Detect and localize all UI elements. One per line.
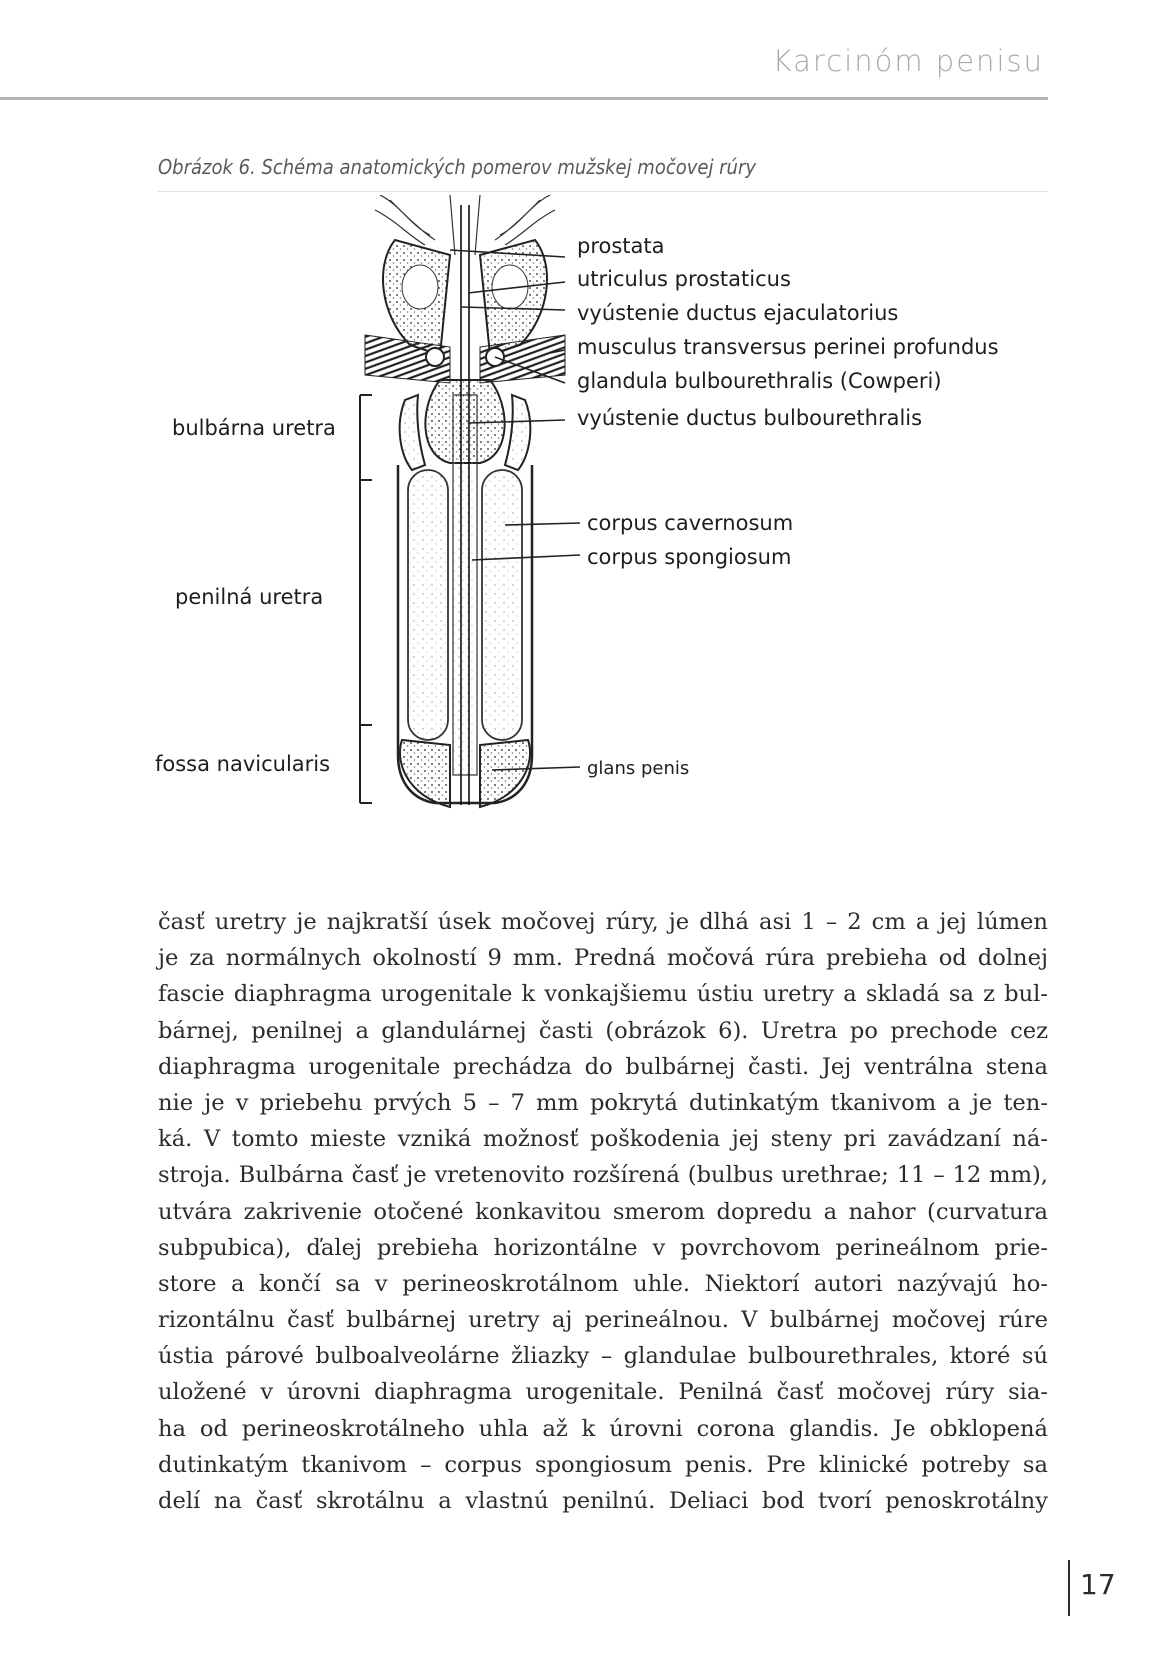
text-line: časť uretry je najkratší úsek močovej rúry, je dlhá asi 1 – 2 cm a jej lúmen	[158, 909, 1048, 935]
label-ductus-bulbourethralis: vyústenie ductus bulbourethralis	[577, 406, 923, 430]
label-fossa-navicularis: fossa navicularis	[155, 752, 331, 776]
label-utriculus: utriculus prostaticus	[577, 267, 791, 291]
text-line: uložené v úrovni diaphragma urogenitale. Penilná časť močovej rúry sia-	[158, 1379, 1048, 1406]
label-prostata: prostata	[577, 234, 665, 258]
text-line: rizontálnu časť bulbárnej uretry aj perineálnou. V bulbárnej močovej rúre	[158, 1307, 1048, 1334]
text-line: nie je v priebehu prvých 5 – 7 mm pokrytá dutinkatým tkanivom a je ten-	[158, 1089, 1048, 1116]
label-bulbarna-uretra: bulbárna uretra	[172, 416, 336, 440]
label-glans-penis: glans penis	[587, 758, 690, 779]
region-bracket	[360, 395, 372, 803]
label-penilna-uretra: penilná uretra	[175, 585, 324, 609]
header-rule	[0, 97, 1048, 100]
crus-right	[505, 395, 530, 470]
label-glandula-bulbourethralis: glandula bulbourethralis (Cowperi)	[577, 369, 942, 393]
prostate-shape	[383, 240, 547, 355]
text-line: delí na časť skrotálnu a vlastnú penilnú. Deliaci bod tvorí penoskrotálny	[158, 1488, 1048, 1514]
text-line: ká. V tomto mieste vzniká možnosť poškodenia jej steny pri zavádzaní ná-	[158, 1126, 1048, 1153]
text-line: ústia párové bulboalveolárne žliazky – glandulae bulbourethrales, ktoré sú	[158, 1343, 1048, 1370]
page-number: 17	[1080, 1568, 1116, 1601]
label-ductus-ejaculatorius: vyústenie ductus ejaculatorius	[577, 301, 899, 325]
label-transversus: musculus transversus perinei profundus	[577, 335, 999, 359]
text-line: dutinkatým tkanivom – corpus spongiosum penis. Pre klinické potreby sa	[158, 1451, 1048, 1478]
page-number-rule	[1068, 1560, 1070, 1616]
text-line: ha od perineoskrotálneho uhla až k úrovni corona glandis. Je obklopená	[158, 1415, 1048, 1442]
body-paragraph	[158, 904, 1048, 1519]
label-corpus-cavernosum: corpus cavernosum	[587, 511, 794, 535]
figure-caption: Obrázok 6. Schéma anatomických pomerov mužskej močovej rúry	[158, 155, 756, 179]
urethra-anatomy-figure	[150, 195, 1050, 865]
text-line: stroja. Bulbárna časť je vretenovito rozšírená (bulbus urethrae; 11 – 12 mm),	[158, 1162, 1048, 1189]
text-line: store a končí sa v perineoskrotálnom uhle. Niektorí autori nazývajú ho-	[158, 1270, 1048, 1297]
text-line: utvára zakrivenie otočené konkavitou smerom dopredu a nahor (curvatura	[158, 1198, 1048, 1225]
corpus-cavernosum-left	[408, 470, 448, 740]
transversus-muscle	[365, 335, 565, 383]
text-line: fascie diaphragma urogenitale k vonkajšiemu ústiu uretry a skladá sa z bul-	[158, 981, 1048, 1008]
crus-left	[400, 395, 425, 470]
text-line: bárnej, penilnej a glandulárnej časti (obrázok 6). Uretra po prechode cez	[158, 1017, 1048, 1044]
running-header: Karcinóm penisu	[772, 44, 1044, 78]
text-line: subpubica), ďalej prebieha horizontálne v povrchovom perineálnom prie-	[158, 1234, 1048, 1261]
label-corpus-spongiosum: corpus spongiosum	[587, 545, 792, 569]
corpus-cavernosum-right	[482, 470, 522, 740]
caption-rule	[158, 191, 1048, 192]
text-line: diaphragma urogenitale prechádza do bulbárnej časti. Jej ventrálna stena	[158, 1053, 1048, 1080]
corpus-spongiosum	[453, 395, 477, 775]
text-line: je za normálnych okolností 9 mm. Predná močová rúra prebieha od dolnej	[158, 945, 1048, 972]
